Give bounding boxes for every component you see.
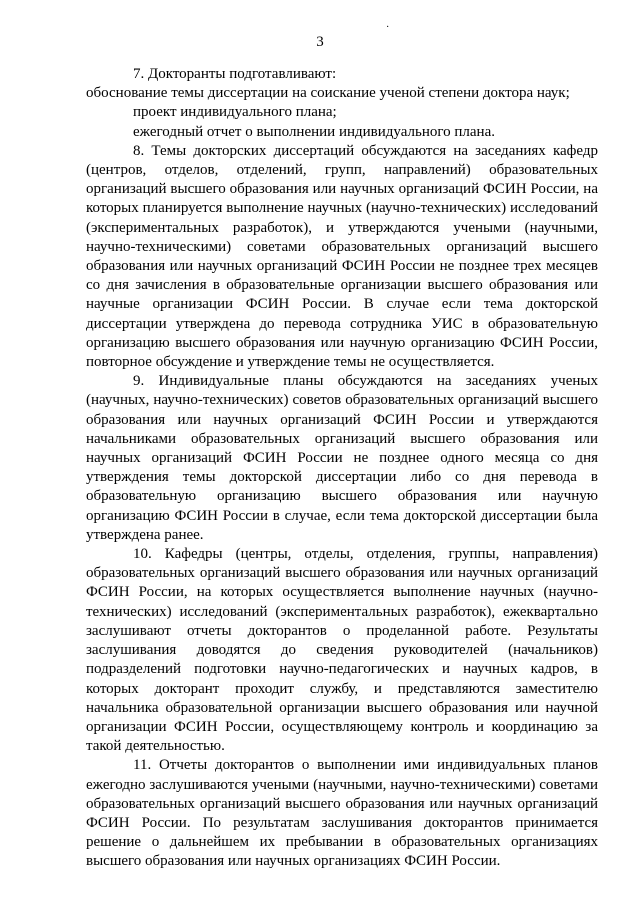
paragraph-9: 9. Индивидуальные планы обсуждаются на заседаниях ученых (научных, научно-технических) советов образовательных организаций высшего образования или научных организаций ФСИН России и утверждаются начальниками образовательных организаций высшего образования или научных организаций ФСИН России не позднее одного месяца со дня утверждения темы докторской диссертации либо со дня перевода в образовательную организацию высшего образования или научную организацию ФСИН России в случае, если тема докторской диссертации была утверждена ранее. xyxy=(86,373,598,543)
document-body xyxy=(86,65,598,872)
paragraph-7-item-3: ежегодный отчет о выполнении индивидуального плана. xyxy=(133,123,495,140)
paragraph-8: 8. Темы докторских диссертаций обсуждаются на заседаниях кафедр (центров, отделов, отделений, групп, направлений) образовательных организаций высшего образования или научных организаций ФСИН России, на которых планируется выполнение научных (научно-технических) исследований (экспериментальных разработок), и утверждаются учеными (научными, научно-техническими) советами образовательных организаций высшего образования или научных организаций ФСИН России не позднее трех месяцев со дня зачисления в образовательные организации высшего образования или научные организации ФСИН России. В случае если тема докторской диссертации утверждена до перевода сотрудника УИС в образовательную организацию высшего образования или научную организацию ФСИН России, повторное обсуждение и утверждение темы не осуществляется. xyxy=(86,142,598,371)
paragraph-7-item-2: проект индивидуального плана; xyxy=(133,104,337,121)
page-number: 3 xyxy=(316,34,324,50)
paragraph-10: 10. Кафедры (центры, отделы, отделения, группы, направления) образовательных организаций высшего образования или научных организаций ФСИН России, на которых осуществляется выполнение научных (научно-технических) исследований (экспериментальных разработок), ежеквартально заслушивают отчеты докторантов о проделанной работе. Результаты заслушивания доводятся до сведения руководителей (начальников) подразделений подготовки научно-педагогических и научных кадров, в которых докторант проходит службу, и представляются заместителю начальника образовательной организации высшего образования или научной организации ФСИН России, осуществляющему контроль и координацию за такой деятельностью. xyxy=(86,546,598,755)
paragraph-7-item-1: обоснование темы диссертации на соискание ученой степени доктора наук; xyxy=(86,85,570,102)
paragraph-7-heading: 7. Докторанты подготавливают: xyxy=(133,66,337,82)
paragraph-11: 11. Отчеты докторантов о выполнении ими индивидуальных планов ежегодно заслушиваются учеными (научными, научно-техническими) советами образовательных организаций высшего образования или научных организаций ФСИН России. По результатам заслушивания докторантов принимается решение о дальнейшем их пребывании в образовательных организациях высшего образования или научных организациях ФСИН России. xyxy=(86,757,598,870)
scan-dot: · xyxy=(386,22,390,33)
